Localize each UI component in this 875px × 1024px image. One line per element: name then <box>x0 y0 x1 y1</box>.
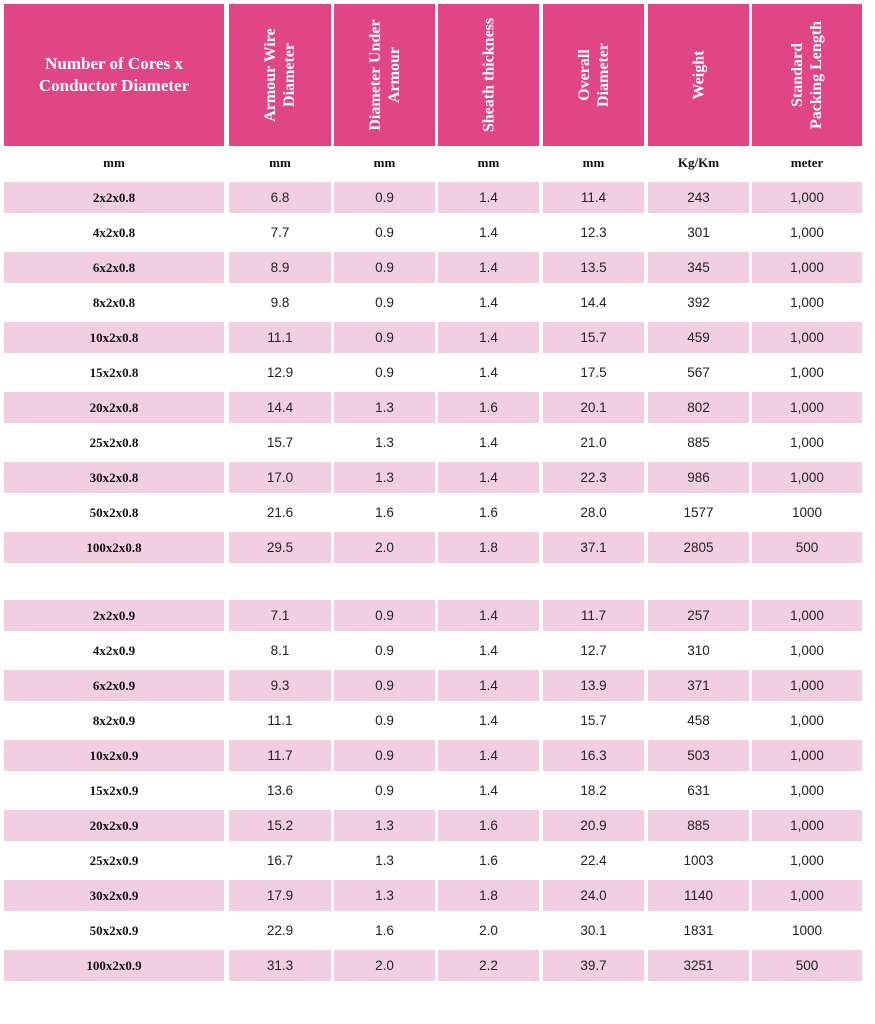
table-cell: 1.8 <box>438 880 539 911</box>
table-cell: 1,000 <box>752 322 862 353</box>
table-cell: 1.4 <box>438 182 539 213</box>
table-cell: 1.6 <box>479 853 498 868</box>
table-cell: 631 <box>687 783 710 798</box>
table-cell: 1.4 <box>438 740 539 771</box>
table-cell: 20.1 <box>543 392 644 423</box>
table-cell: 2.0 <box>479 923 498 938</box>
table-cell: 11.7 <box>543 600 644 631</box>
table-row <box>0 497 875 528</box>
table-cell: 1,000 <box>752 252 862 283</box>
table-cell: 0.9 <box>334 670 435 701</box>
table-cell: 22.4 <box>580 853 607 868</box>
table-cell: 29.5 <box>229 532 331 563</box>
row-label-cell: 30x2x0.8 <box>4 462 224 493</box>
table-cell: 802 <box>648 392 749 423</box>
table-cell: 1.3 <box>334 880 435 911</box>
row-label-cell: 15x2x0.9 <box>89 783 139 798</box>
table-cell: 2805 <box>648 532 749 563</box>
table-cell: 1,000 <box>790 853 824 868</box>
table-cell: 371 <box>648 670 749 701</box>
table-cell: 1.4 <box>479 225 498 240</box>
table-cell: 20.9 <box>543 810 644 841</box>
table-cell: 1.4 <box>438 600 539 631</box>
table-cell: 1.3 <box>334 462 435 493</box>
table-cell: 310 <box>687 643 710 658</box>
table-cell: 1.3 <box>334 810 435 841</box>
table-cell: 16.7 <box>266 853 294 868</box>
table-cell: 7.7 <box>270 225 290 240</box>
table-cell: 1,000 <box>790 643 824 658</box>
table-cell: 986 <box>648 462 749 493</box>
table-row <box>0 915 875 946</box>
header-standard-packing-length: Standard Packing Length <box>752 4 862 146</box>
table-row <box>0 880 875 911</box>
table-row <box>0 670 875 701</box>
unit-cell: meter <box>790 155 824 170</box>
table-cell: 8.1 <box>270 643 290 658</box>
table-cell: 12.3 <box>580 225 607 240</box>
table-row <box>0 740 875 771</box>
table-row <box>0 322 875 353</box>
table-cell: 1,000 <box>752 600 862 631</box>
table-cell: 1,000 <box>790 365 824 380</box>
table-cell: 11.1 <box>267 713 293 728</box>
unit-cell: mm <box>103 155 125 170</box>
table-cell: 885 <box>648 810 749 841</box>
table-cell: 12.7 <box>580 643 607 658</box>
table-cell: 1,000 <box>752 182 862 213</box>
table-cell: 1.6 <box>438 392 539 423</box>
row-label-cell: 100x2x0.9 <box>4 950 224 981</box>
row-label-cell: 8x2x0.9 <box>92 713 136 728</box>
row-label-cell: 6x2x0.9 <box>4 670 224 701</box>
table-row <box>0 252 875 283</box>
table-cell: 0.9 <box>375 295 394 310</box>
table-cell: 0.9 <box>375 783 394 798</box>
table-cell: 14.4 <box>229 392 331 423</box>
table-cell: 17.5 <box>580 365 607 380</box>
table-cell: 1.8 <box>438 532 539 563</box>
table-cell: 1,000 <box>790 225 824 240</box>
row-label-cell: 6x2x0.8 <box>4 252 224 283</box>
table-cell: 11.1 <box>229 322 331 353</box>
table-cell: 0.9 <box>334 740 435 771</box>
table-cell: 13.5 <box>543 252 644 283</box>
table-cell: 458 <box>687 713 710 728</box>
table-cell: 1.4 <box>438 670 539 701</box>
row-label-cell: 50x2x0.9 <box>89 923 139 938</box>
table-cell: 1.6 <box>479 505 498 520</box>
header-armour-wire-diameter: Armour Wire Diameter <box>229 4 331 146</box>
table-cell: 1.4 <box>479 643 498 658</box>
table-cell: 503 <box>648 740 749 771</box>
table-row <box>0 775 875 806</box>
table-cell: 17.0 <box>229 462 331 493</box>
table-cell: 14.4 <box>580 295 607 310</box>
table-cell: 18.2 <box>580 783 607 798</box>
table-cell: 37.1 <box>543 532 644 563</box>
table-cell: 1.4 <box>479 783 498 798</box>
row-label-cell: 4x2x0.9 <box>92 643 136 658</box>
table-cell: 17.9 <box>229 880 331 911</box>
table-cell: 11.7 <box>229 740 331 771</box>
table-row <box>0 462 875 493</box>
unit-cell: mm <box>582 155 605 170</box>
table-cell: 15.7 <box>266 435 294 450</box>
table-cell: 16.3 <box>543 740 644 771</box>
table-cell: 1.4 <box>479 365 498 380</box>
table-cell: 15.2 <box>229 810 331 841</box>
table-cell: 0.9 <box>375 643 394 658</box>
row-label-cell: 20x2x0.9 <box>4 810 224 841</box>
table-cell: 8.9 <box>229 252 331 283</box>
row-label-cell: 20x2x0.8 <box>4 392 224 423</box>
row-label-cell: 25x2x0.8 <box>89 435 139 450</box>
table-cell: 11.4 <box>543 182 644 213</box>
table-cell: 1.3 <box>334 392 435 423</box>
table-row <box>0 950 875 981</box>
table-cell: 1.4 <box>438 462 539 493</box>
header-diameter-under-armour: Diameter Under Armour <box>334 4 435 146</box>
table-cell: 500 <box>752 532 862 563</box>
table-row <box>0 357 875 388</box>
row-label-cell: 100x2x0.8 <box>4 532 224 563</box>
header-overall-diameter: Overall Diameter <box>543 4 644 146</box>
table-cell: 9.8 <box>270 295 290 310</box>
unit-cell: mm <box>477 155 500 170</box>
table-cell: 6.8 <box>229 182 331 213</box>
table-cell: 1,000 <box>752 462 862 493</box>
table-cell: 1.6 <box>375 923 394 938</box>
table-row <box>0 705 875 736</box>
table-cell: 345 <box>648 252 749 283</box>
table-cell: 1000 <box>791 923 823 938</box>
table-cell: 1.6 <box>375 505 394 520</box>
table-cell: 1.4 <box>479 713 498 728</box>
row-label-cell: 30x2x0.9 <box>4 880 224 911</box>
table-cell: 0.9 <box>334 182 435 213</box>
row-label-cell: 25x2x0.9 <box>89 853 139 868</box>
table-cell: 28.0 <box>580 505 607 520</box>
table-header-row <box>0 4 875 146</box>
table-cell: 22.3 <box>543 462 644 493</box>
table-cell: 22.9 <box>266 923 294 938</box>
row-label-cell: 10x2x0.9 <box>4 740 224 771</box>
table-cell: 2.0 <box>334 950 435 981</box>
table-cell: 1000 <box>791 505 823 520</box>
row-label-cell: 15x2x0.8 <box>89 365 139 380</box>
table-cell: 243 <box>648 182 749 213</box>
table-cell: 1,000 <box>790 713 824 728</box>
table-cell: 7.1 <box>229 600 331 631</box>
table-cell: 0.9 <box>334 600 435 631</box>
row-label-cell: 10x2x0.8 <box>4 322 224 353</box>
table-cell: 1.4 <box>438 252 539 283</box>
table-cell: 1,000 <box>752 392 862 423</box>
table-cell: 1,000 <box>790 435 824 450</box>
table-cell: 31.3 <box>229 950 331 981</box>
table-row <box>0 532 875 563</box>
table-cell: 15.7 <box>543 322 644 353</box>
table-cell: 0.9 <box>375 225 394 240</box>
table-cell: 1,000 <box>790 295 824 310</box>
table-cell: 13.9 <box>543 670 644 701</box>
table-cell: 21.0 <box>580 435 607 450</box>
header-cores-conductor: Number of Cores x Conductor Diameter <box>4 4 224 146</box>
table-cell: 0.9 <box>334 252 435 283</box>
table-cell: 21.6 <box>266 505 294 520</box>
header-sheath-thickness: Sheath thickness <box>438 4 539 146</box>
table-cell: 1,000 <box>752 810 862 841</box>
table-row <box>0 427 875 458</box>
table-cell: 2.2 <box>438 950 539 981</box>
table-cell: 0.9 <box>375 713 394 728</box>
unit-cell: Kg/Km <box>677 155 720 170</box>
table-cell: 30.1 <box>580 923 607 938</box>
table-cell: 301 <box>687 225 710 240</box>
table-cell: 1.4 <box>438 322 539 353</box>
table-cell: 257 <box>648 600 749 631</box>
table-cell: 500 <box>752 950 862 981</box>
table-cell: 1.3 <box>375 435 394 450</box>
table-cell: 0.9 <box>375 365 394 380</box>
table-cell: 1003 <box>683 853 714 868</box>
table-row <box>0 635 875 666</box>
table-cell: 1577 <box>683 505 714 520</box>
table-row <box>0 287 875 318</box>
table-row <box>0 217 875 248</box>
table-cell: 1,000 <box>790 783 824 798</box>
table-cell: 1.4 <box>479 295 498 310</box>
table-cell: 1,000 <box>752 740 862 771</box>
table-cell: 2.0 <box>334 532 435 563</box>
table-cell: 1831 <box>683 923 714 938</box>
table-cell: 392 <box>687 295 710 310</box>
table-row <box>0 392 875 423</box>
row-label-cell: 2x2x0.8 <box>4 182 224 213</box>
row-label-cell: 50x2x0.8 <box>89 505 139 520</box>
table-cell: 13.6 <box>266 783 294 798</box>
table-cell: 39.7 <box>543 950 644 981</box>
table-cell: 3251 <box>648 950 749 981</box>
table-cell: 12.9 <box>266 365 294 380</box>
table-cell: 9.3 <box>229 670 331 701</box>
table-cell: 0.9 <box>334 322 435 353</box>
table-cell: 1.4 <box>479 435 498 450</box>
unit-cell: mm <box>269 155 291 170</box>
table-cell: 1140 <box>648 880 749 911</box>
row-label-cell: 4x2x0.8 <box>92 225 136 240</box>
table-cell: 885 <box>687 435 710 450</box>
table-cell: 1.6 <box>438 810 539 841</box>
header-weight: Weight <box>648 4 749 146</box>
table-row <box>0 600 875 631</box>
table-cell: 24.0 <box>543 880 644 911</box>
table-row <box>0 810 875 841</box>
row-label-cell: 8x2x0.8 <box>92 295 136 310</box>
units-row <box>0 150 875 176</box>
row-label-cell: 2x2x0.9 <box>4 600 224 631</box>
table-cell: 15.7 <box>580 713 607 728</box>
table-cell: 1,000 <box>752 670 862 701</box>
table-cell: 1.3 <box>375 853 394 868</box>
unit-cell: mm <box>373 155 396 170</box>
table-row <box>0 182 875 213</box>
table-cell: 567 <box>687 365 710 380</box>
table-row <box>0 845 875 876</box>
table-cell: 459 <box>648 322 749 353</box>
table-cell: 1,000 <box>752 880 862 911</box>
